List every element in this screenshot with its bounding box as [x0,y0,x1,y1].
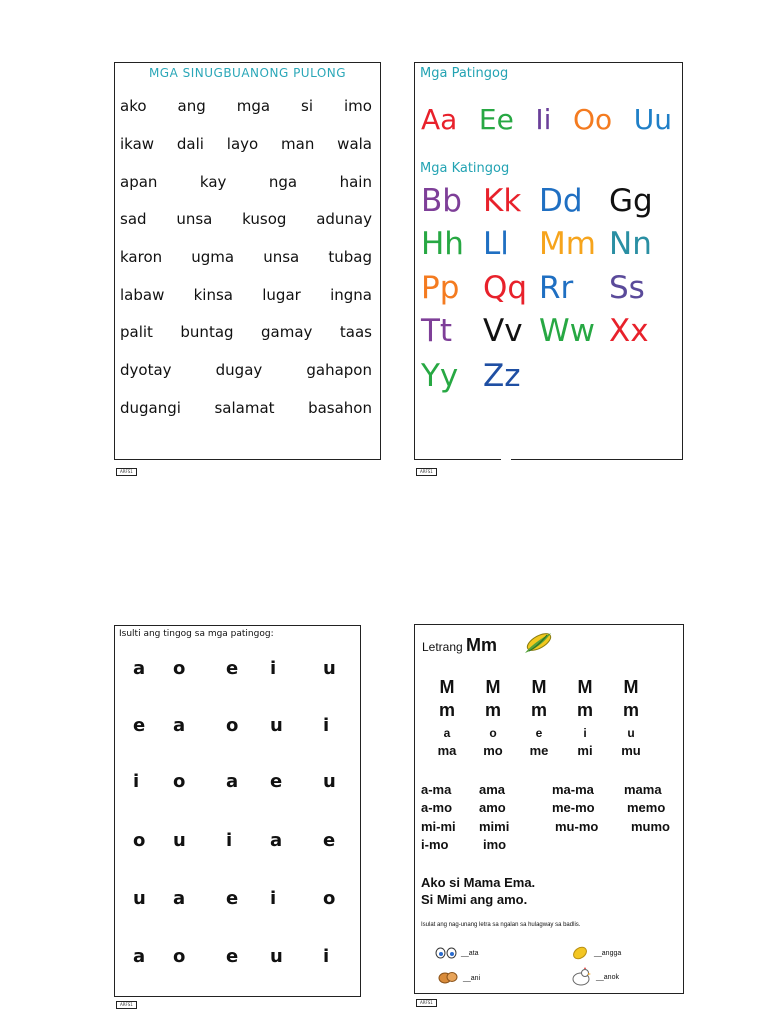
letter-cell: M [485,677,501,697]
instruction-text: Isulat ang nag-unang letra sa ngalan sa hulagway sa badlis. [421,922,581,928]
consonant-pair: Vv [483,313,523,349]
consonant-pair: Ss [609,270,645,306]
vowel-letter: i [270,888,277,909]
vowel-letter: u [323,771,336,792]
sight-word: gamay [261,323,313,341]
consonant-pair: Qq [483,270,528,306]
sight-word: palit [120,323,153,341]
blank-word: __anok [596,973,619,981]
word: a-mo [421,800,453,815]
chicken-icon [570,967,592,987]
vowel-letter: i [133,771,140,792]
word-row [120,97,372,115]
vowel-letter: a [133,946,146,967]
sight-word: basahon [308,399,372,417]
peanut-icon [437,969,459,987]
word: imo [483,837,507,852]
mango-icon [570,945,590,961]
blank-word: __ani [463,974,481,982]
letter-cell: me [529,743,549,758]
consonant-pair: Gg [609,183,653,219]
vowel-letter: o [173,946,186,967]
letter-cell: m [622,700,639,720]
vowel-drill-card [114,625,361,997]
word: a-ma [421,782,452,797]
vowel-letter: u [173,830,186,851]
sight-word: ikaw [120,135,155,153]
letter-heading [422,635,497,656]
vowel-letter: e [133,715,146,736]
vowel-letter: e [323,830,336,851]
consonant-pair: Kk [483,183,522,219]
vowels-heading: Mga Patingog [420,66,509,81]
vowel-letter: i [226,830,233,851]
sight-word: layo [226,135,259,153]
vowel-letter: a [270,830,283,851]
vowel-row [421,103,672,136]
sight-word: ingna [330,286,372,304]
border-gap [501,457,511,461]
letter-cell: M [439,677,455,697]
sight-word: wala [337,135,372,153]
word: mama [624,782,662,797]
sight-word: kusog [242,210,287,228]
sight-word: dugay [215,361,263,379]
vowel-letter: e [270,771,283,792]
vowel-letter: e [226,658,239,679]
vowel-letter: a [226,771,239,792]
sight-word: nga [268,173,298,191]
sight-word: dyotay [120,361,172,379]
blank-word: __angga [594,949,622,957]
common-words-card [114,62,381,460]
card-title: MGA SINUGBUANONG PULONG [148,66,347,80]
vowel-letter: o [133,830,146,851]
letter-cell: m [576,700,593,720]
consonant-pair: Yy [421,358,459,394]
vowel-letter: o [173,658,186,679]
consonant-pair: Hh [421,226,464,262]
word: ama [479,782,506,797]
sight-word: dali [176,135,204,153]
word: mi-mi [421,819,456,834]
sight-word: lugar [262,286,301,304]
alphabet-card [414,62,683,460]
picture-item [570,967,619,987]
word-row [120,135,372,153]
letter-cell: mu [621,743,641,758]
vowel-letter: i [323,946,330,967]
word-row [120,286,372,304]
sight-word: apan [120,173,158,191]
vowel-letter: i [323,715,330,736]
vowel-pair: Oo [572,103,613,136]
consonant-pair: Mm [539,226,596,262]
letter-cell: M [623,677,639,697]
vowel-letter: o [226,715,239,736]
word: memo [627,800,666,815]
consonant-pair: Rr [539,270,574,306]
word-row [120,323,372,341]
letter-cell: m [530,700,547,720]
sentence-2: Si Mimi ang amo. [421,892,528,907]
vowel-pair: Ee [478,103,514,136]
sight-word: labaw [120,286,165,304]
letter-label: Mm [466,635,498,655]
consonant-pair: Ww [539,313,596,349]
blank-word: __ata [461,949,479,957]
eyes-icon [435,947,457,959]
corn-icon [523,629,555,655]
letter-cell: a [443,726,451,740]
sight-word: karon [120,248,163,266]
word: amo [479,800,506,815]
instruction-text: Isulti ang tingog sa mga patingog: [119,629,274,639]
consonant-pair: Dd [539,183,583,219]
consonant-pair: Xx [609,313,649,349]
vowel-pair: Ii [535,103,552,136]
word-row [120,399,372,417]
sight-word: unsa [263,248,300,266]
letter-cell: mo [483,743,503,758]
vowel-letter: u [133,888,146,909]
letter-cell: mi [577,743,593,758]
consonants-heading: Mga Katingog [420,161,510,176]
consonant-pair: Pp [421,270,460,306]
letter-cell: m [484,700,501,720]
sight-word: ako [120,97,147,115]
sight-word: man [281,135,315,153]
footer-tag: ARFS1 [116,468,137,476]
sight-word: taas [339,323,372,341]
sight-word: mga [236,97,271,115]
sight-word: ang [177,97,206,115]
vowel-letter: a [173,715,186,736]
word: mimi [479,819,510,834]
sight-word: imo [344,97,372,115]
sight-word: buntag [180,323,234,341]
consonant-pair: Nn [609,226,652,262]
consonant-pair: Bb [421,183,462,219]
sight-word: dugangi [120,399,181,417]
vowel-letter: e [226,946,239,967]
word-row [120,248,372,266]
vowel-letter: u [323,658,336,679]
sight-word: kay [199,173,227,191]
word-row [120,173,372,191]
word: i-mo [421,837,449,852]
picture-item [437,969,480,987]
sight-word: hain [339,173,372,191]
letter-cell: i [583,726,587,740]
sight-word: salamat [214,399,275,417]
vowel-letter: u [270,715,283,736]
vowel-letter: u [270,946,283,967]
vowel-pair: Aa [421,103,458,136]
letter-cell: M [577,677,593,697]
picture-item [570,945,621,961]
word: me-mo [552,800,595,815]
word: mu-mo [555,819,599,834]
vowel-letter: e [226,888,239,909]
sight-word: adunay [316,210,372,228]
consonant-pair: Tt [421,313,453,349]
sentence-1: Ako si Mama Ema. [421,875,536,890]
letter-cell: o [489,726,497,740]
vowel-pair: Uu [633,103,672,136]
footer-tag: ARFS1 [416,999,437,1007]
sight-word: kinsa [193,286,233,304]
letter-cell: m [438,700,455,720]
letter-m-card [414,624,684,994]
vowel-letter: o [173,771,186,792]
vowel-letter: i [270,658,277,679]
letter-cell: ma [437,743,457,758]
vowel-letter: a [133,658,146,679]
letter-cell: e [535,726,543,740]
footer-tag: ARFS1 [416,468,437,476]
word: ma-ma [552,782,594,797]
letter-cell: M [531,677,547,697]
letrang-label: Letrang [422,640,463,654]
letter-cell: u [627,726,635,740]
word-row [120,210,372,228]
sight-word: si [301,97,314,115]
word-row [120,361,372,379]
sight-word: tubag [328,248,372,266]
consonant-pair: Ll [483,226,509,262]
consonant-pair: Zz [483,358,521,394]
sight-word: gahapon [306,361,372,379]
sight-word: unsa [176,210,213,228]
picture-item [435,947,479,959]
footer-tag: ARFS1 [116,1001,137,1009]
vowel-letter: a [173,888,186,909]
sight-word: ugma [191,248,235,266]
vowel-letter: o [323,888,336,909]
sight-word: sad [120,210,147,228]
word: mumo [631,819,670,834]
